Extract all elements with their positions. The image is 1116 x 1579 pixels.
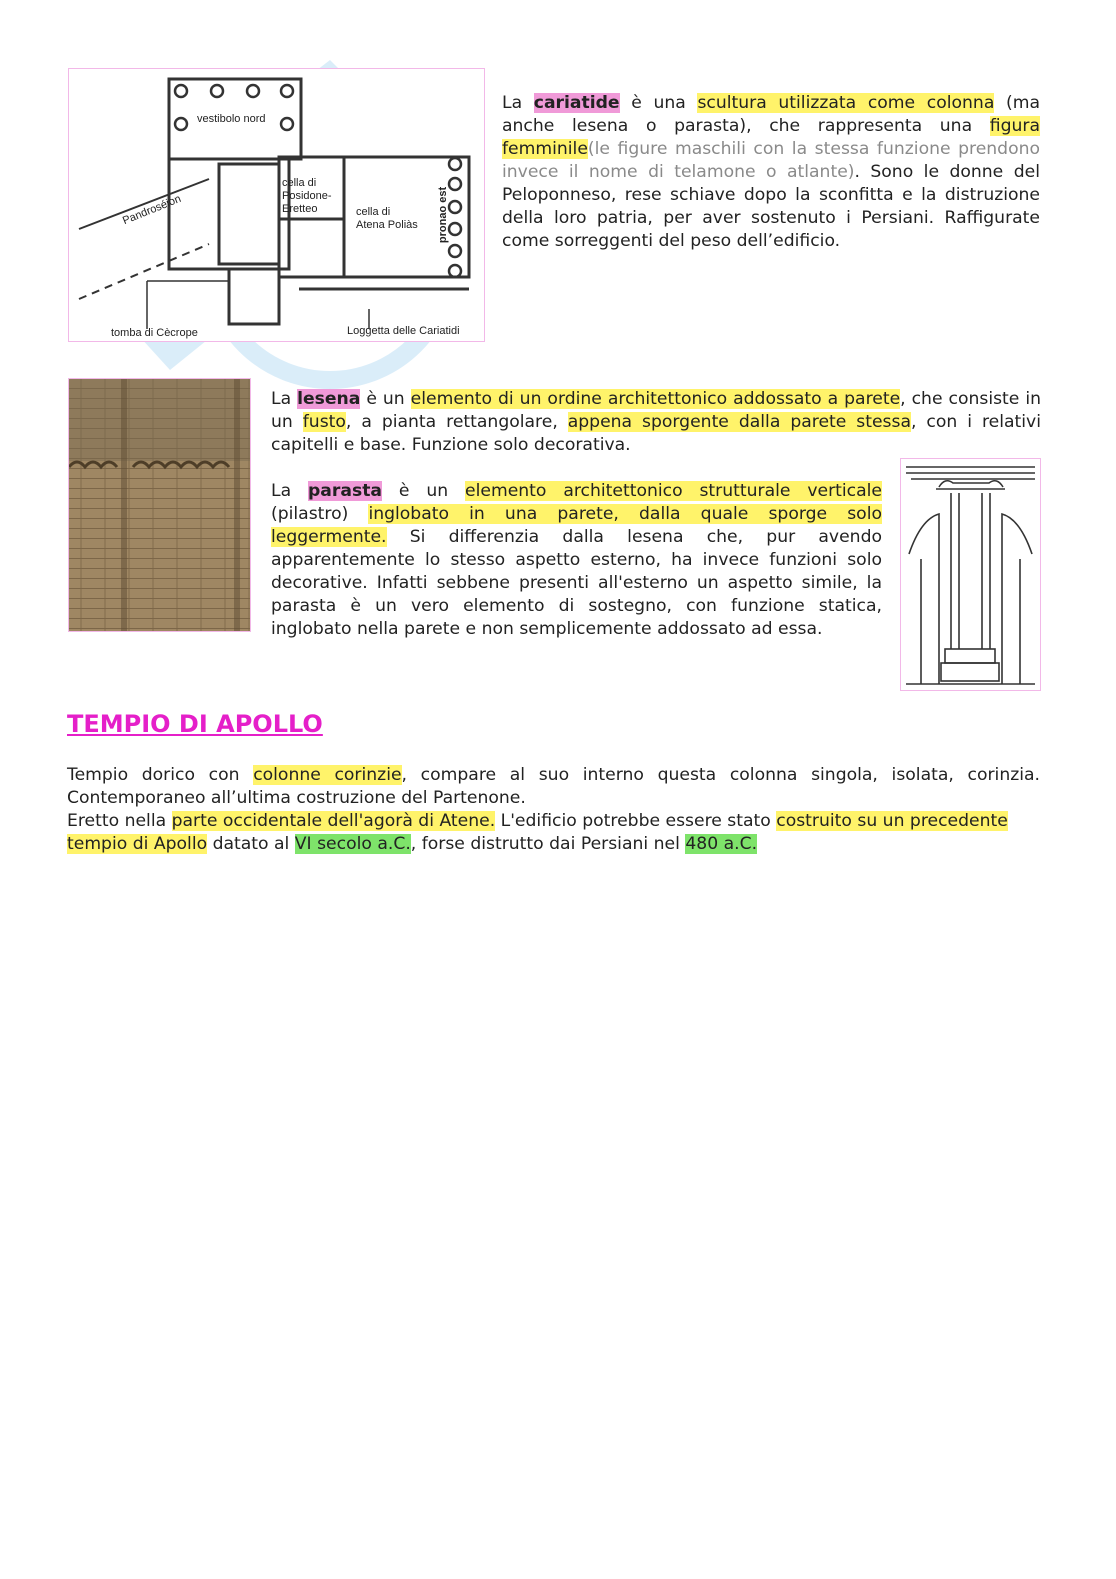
paragraph-lesena: [271, 388, 1041, 457]
note-text: (le figure maschili con la stessa funzione prendono invece il nome di telamone o atlante): [502, 139, 1040, 182]
term-parasta: parasta: [308, 481, 383, 501]
highlight: figura femminile: [502, 116, 1040, 159]
label-cella-atena-1: cella di: [356, 206, 391, 218]
highlight-date: VI secolo a.C.: [294, 834, 411, 854]
brick-wall-drawing: [69, 379, 250, 631]
text: Eretto nella: [67, 811, 172, 831]
highlight: scultura utilizzata come colonna: [697, 93, 995, 113]
label-vestibolo: vestibolo nord: [197, 113, 266, 125]
paragraph-tempio-1: [67, 764, 1040, 810]
label-cella-posidone-1: cella di: [282, 177, 317, 189]
paragraph-tempio-2: [67, 810, 1047, 856]
label-loggetta: Loggetta delle Cariatidi: [347, 325, 460, 337]
highlight-date: 480 a.C.: [685, 834, 758, 854]
text: Tempio dorico con: [67, 765, 254, 785]
highlight: inglobato in una parete, dalla quale sporge solo leggermente.: [271, 504, 882, 547]
highlight: parte occidentale dell'agorà di Atene.: [171, 811, 496, 831]
label-cella-posidone-3: Eretteo: [282, 203, 318, 215]
text: , che consiste in un: [271, 389, 1041, 432]
floor-plan-drawing: [69, 69, 484, 341]
highlight: elemento di un ordine architettonico addossato a parete: [410, 389, 901, 409]
text: è una: [619, 93, 698, 113]
text: , con i relativi capitelli e base. Funzione solo decorativa.: [271, 412, 1041, 455]
highlight: colonne corinzie: [253, 765, 402, 785]
section-heading: TEMPIO DI APOLLO: [67, 710, 323, 738]
pilaster-drawing-figure: [900, 458, 1041, 691]
erechtheion-plan-figure: [68, 68, 485, 342]
text: Si differenzia dalla lesena che, pur avendo apparentemente lo stesso aspetto esterno, ha invece funzioni solo decorative. Infatti sebbene presenti all'esterno un aspetto simile, la parasta è un vero elemento di sostegno, con funzione statica, inglobato nella parete e non semplicemente addossato ad essa.: [271, 527, 882, 639]
text: , compare al suo interno questa colonna singola, isolata, corinzia. Contemporaneo all’ultima costruzione del Partenone.: [67, 765, 1041, 808]
text: è un: [382, 481, 466, 501]
highlight: fusto: [302, 412, 346, 432]
text: , a pianta rettangolare,: [345, 412, 568, 432]
label-tomba: tomba di Cècrope: [111, 327, 198, 339]
text: (ma anche lesena o parasta), che rappresenta una: [502, 93, 1040, 136]
pilaster-drawing: [901, 459, 1040, 690]
text: La: [271, 389, 298, 409]
paragraph-parasta: [271, 480, 882, 641]
text: L'edificio potrebbe essere stato: [495, 811, 777, 831]
label-pandroseion: Pandroséion: [121, 192, 183, 228]
label-cella-atena-2: Atena Poliàs: [356, 219, 418, 231]
text: . Sono le donne del Peloponneso, rese schiave dopo la sconfitta e la distruzione della loro patria, per aver sostenuto i Persiani. Raffigurate come sorreggenti del peso dell’edificio.: [502, 162, 1040, 251]
text: , forse distrutto dai Persiani nel: [410, 834, 686, 854]
label-pronao: pronao est: [437, 186, 450, 244]
label-cella-posidone-2: Posidone-: [282, 190, 332, 202]
text: datato al: [207, 834, 295, 854]
paragraph-cariatide: [502, 92, 1040, 253]
text: (pilastro): [271, 504, 369, 524]
highlight: appena sporgente dalla parete stessa: [567, 412, 911, 432]
term-cariatide: cariatide: [533, 93, 620, 113]
brick-wall-photo: [68, 378, 251, 632]
text: La: [502, 93, 534, 113]
term-lesena: lesena: [297, 389, 361, 409]
highlight: elemento architettonico strutturale verticale: [465, 481, 882, 501]
text: è un: [360, 389, 411, 409]
highlight: costruito su un precedente tempio di Apollo: [67, 811, 1008, 854]
text: La: [271, 481, 308, 501]
